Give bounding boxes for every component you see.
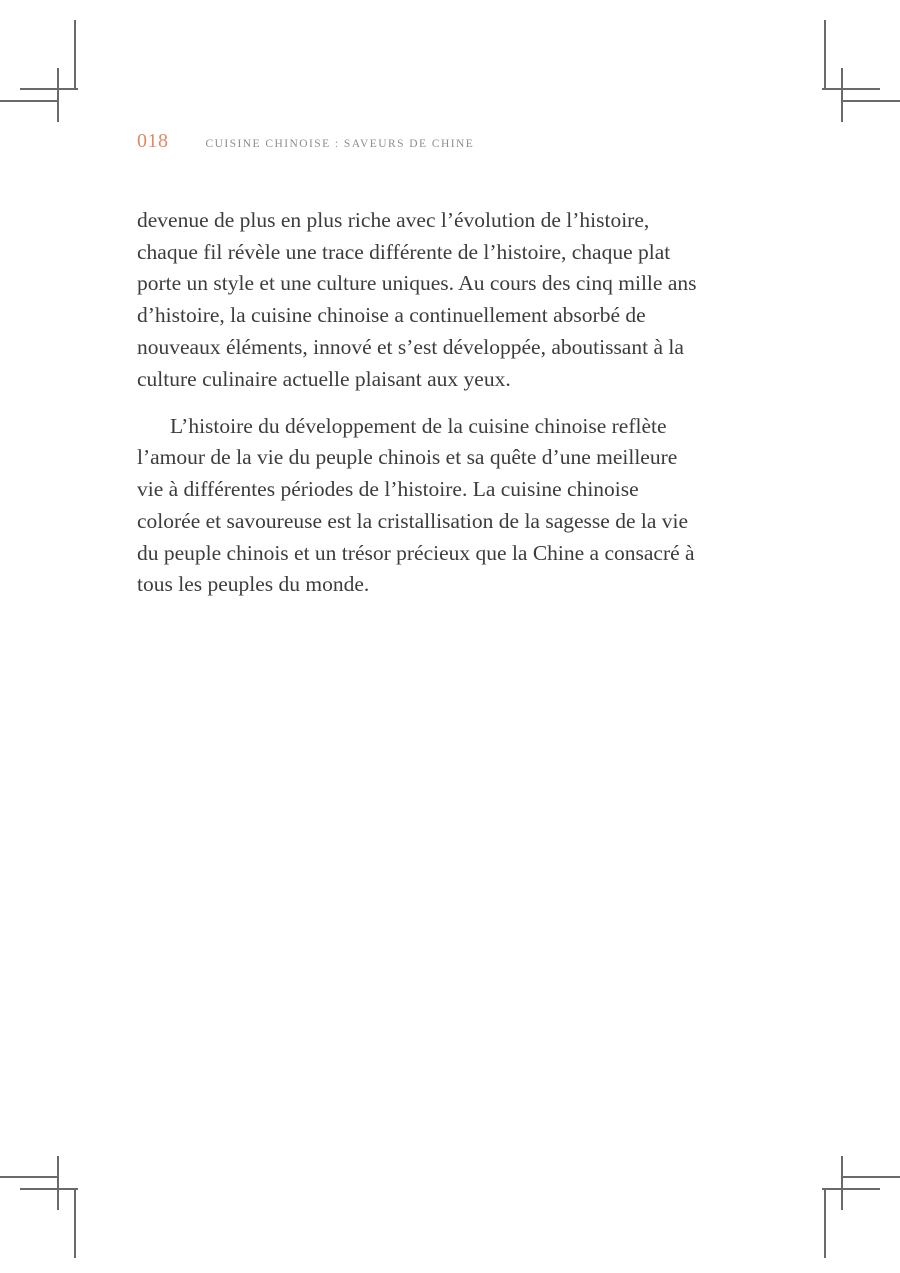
corner-rule-horizontal-inner — [0, 1176, 59, 1178]
corner-rule-horizontal-inner — [841, 100, 900, 102]
paragraph: devenue de plus en plus riche avec l’évolution de l’histoire, chaque fil révèle une trace différente de l’histoire, chaque plat porte un style et une culture uniques. Au cours des cinq mille ans d’histoire, la cuisine chinoise a continuellement absorbé de nouveaux éléments, innové et s’est développée, aboutissant à la culture culinaire actuelle plaisant aux yeux. — [137, 208, 697, 391]
corner-rule-horizontal-inner — [0, 100, 59, 102]
corner-rule-horizontal-outer — [822, 88, 880, 90]
corner-rule-vertical-outer — [74, 20, 76, 90]
corner-mark-top-left-icon — [0, 20, 90, 115]
corner-rule-vertical-inner — [841, 1156, 843, 1210]
body-text — [137, 205, 699, 601]
running-head — [137, 131, 474, 151]
corner-rule-horizontal-outer — [20, 88, 78, 90]
corner-rule-vertical-inner — [57, 1156, 59, 1210]
corner-rule-vertical-inner — [841, 68, 843, 122]
corner-rule-vertical-outer — [824, 20, 826, 90]
corner-rule-horizontal-outer — [822, 1188, 880, 1190]
corner-rule-horizontal-inner — [841, 1176, 900, 1178]
corner-mark-bottom-left-icon — [0, 1163, 90, 1258]
corner-rule-vertical-outer — [74, 1188, 76, 1258]
corner-rule-horizontal-outer — [20, 1188, 78, 1190]
page-number: 018 — [137, 130, 169, 152]
corner-mark-bottom-right-icon — [810, 1163, 900, 1258]
corner-rule-vertical-inner — [57, 68, 59, 122]
corner-mark-top-right-icon — [810, 20, 900, 115]
corner-rule-vertical-outer — [824, 1188, 826, 1258]
running-head-title: CUISINE CHINOISE : SAVEURS DE CHINE — [205, 138, 475, 150]
paragraph: L’histoire du développement de la cuisine chinoise reflète l’amour de la vie du peuple chinois et sa quête d’une meilleure vie à différentes périodes de l’histoire. La cuisine chinoise colorée et savoureuse est la cristallisation de la sagesse de la vie du peuple chinois et un trésor précieux que la Chine a consacré à tous les peuples du monde. — [137, 413, 695, 597]
